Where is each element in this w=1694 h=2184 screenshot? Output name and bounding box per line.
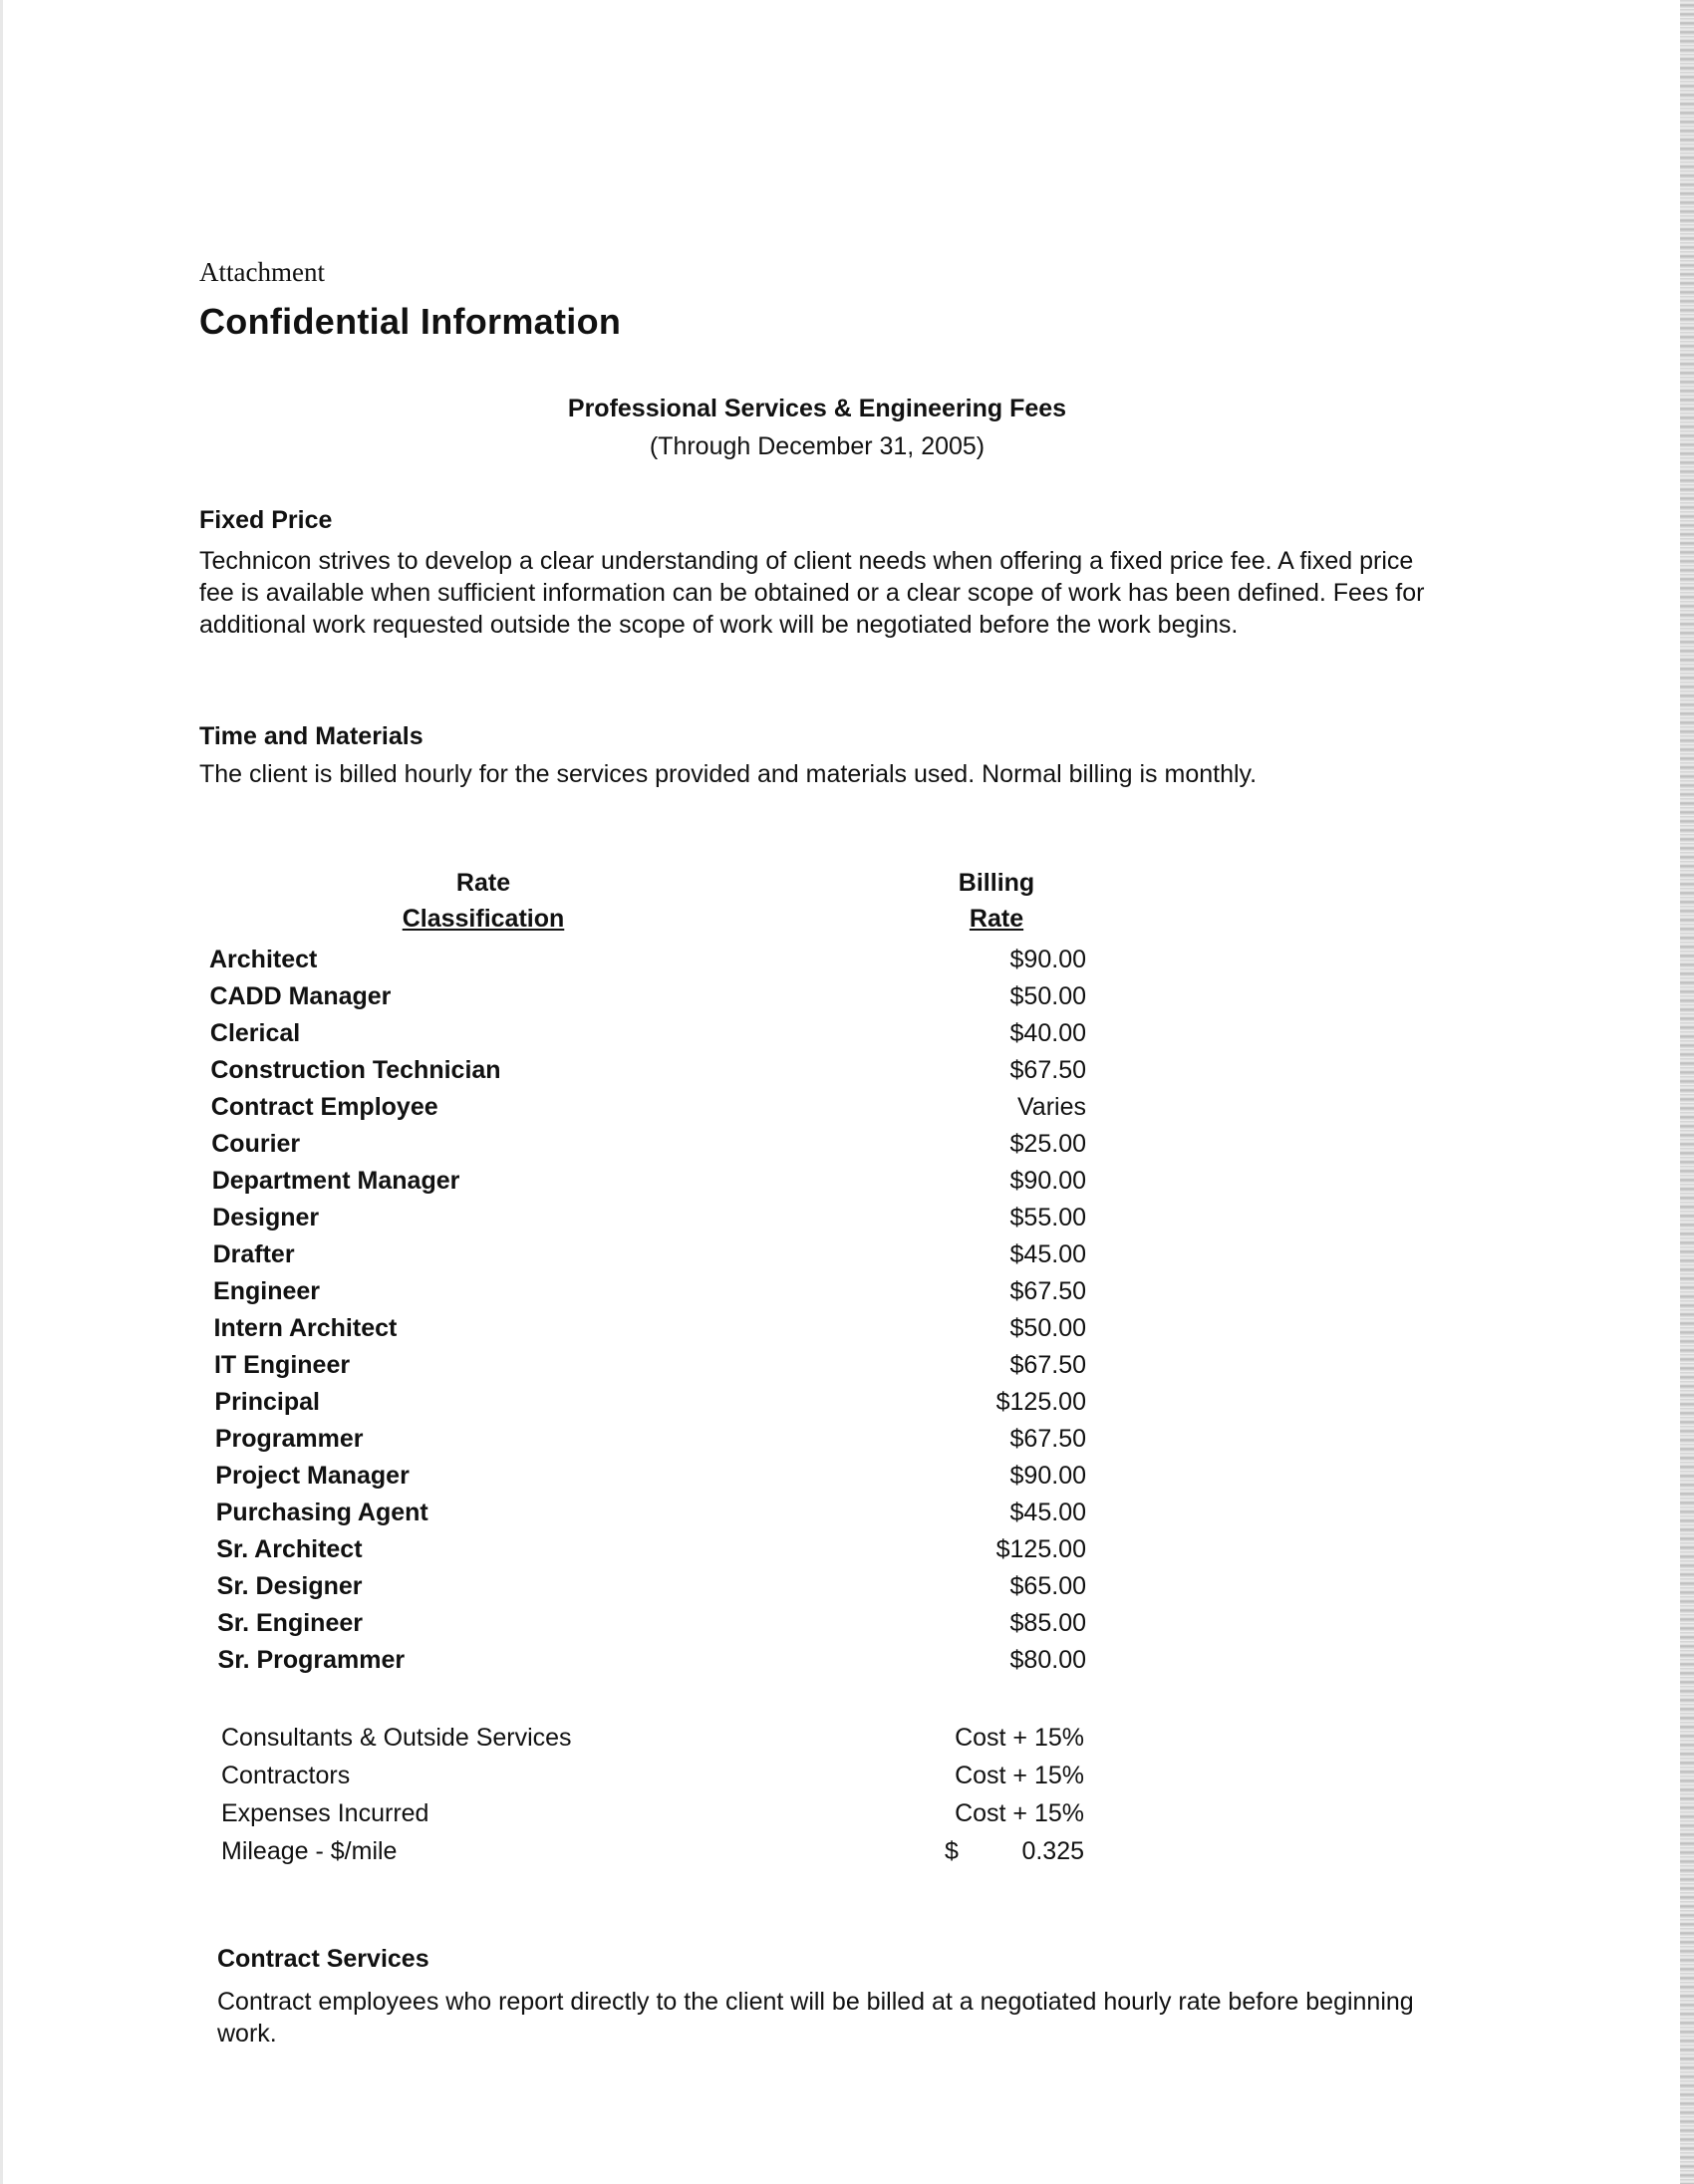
rate-classification-cell: Department Manager [211, 1167, 460, 1195]
table-row [209, 1089, 1086, 1126]
rate-classification-cell: Principal [214, 1388, 320, 1416]
table-row [209, 1495, 1086, 1531]
table-row [209, 978, 1086, 1015]
rate-classification-cell: Sr. Programmer [217, 1646, 406, 1674]
rate-classification-cell: Sr. Designer [216, 1572, 363, 1600]
table-row [209, 1568, 1086, 1605]
billing-rate-cell: $85.00 [1009, 1609, 1086, 1637]
billing-rate-cell: $67.50 [1009, 1425, 1086, 1453]
table-row [209, 1310, 1086, 1347]
table-row [209, 1015, 1086, 1052]
table-row [209, 1531, 1086, 1568]
time-materials-heading: Time and Materials [199, 722, 424, 750]
page-title: Confidential Information [199, 301, 622, 342]
billing-rate-cell: $67.50 [1009, 1277, 1086, 1305]
charge-value-cell: Cost + 15% [955, 1724, 1084, 1752]
table-row [209, 1126, 1086, 1163]
scan-edge-left [0, 0, 3, 2184]
billing-rate-cell: $125.00 [995, 1388, 1086, 1416]
billing-rate-header-line2: Rate [969, 905, 1024, 933]
billing-rate-cell: $65.00 [1009, 1572, 1086, 1600]
contract-services-paragraph: Contract employees who report directly to the client will be billed at a negotiated hourly rate before beginning work. [217, 1988, 1414, 2048]
table-row [209, 1163, 1086, 1200]
table-row [221, 1794, 1084, 1832]
table-row [221, 1719, 1084, 1757]
rate-classification-cell: Purchasing Agent [215, 1499, 428, 1526]
billing-rate-cell: $90.00 [1009, 1462, 1086, 1490]
table-row [209, 1384, 1086, 1421]
rate-classification-cell: Project Manager [215, 1462, 410, 1490]
table-row [221, 1757, 1084, 1794]
table-row [209, 942, 1086, 978]
billing-rate-header-line1: Billing [958, 869, 1035, 897]
billing-rate-cell: $90.00 [1009, 946, 1086, 973]
charge-value-cell: Cost + 15% [955, 1799, 1084, 1827]
billing-rate-cell: $50.00 [1009, 982, 1086, 1010]
charge-name-cell: Contractors [221, 1762, 351, 1789]
rate-classification-cell: Programmer [214, 1425, 364, 1453]
billing-rate-cell: Varies [1016, 1093, 1086, 1121]
billing-rate-cell: $40.00 [1009, 1019, 1086, 1047]
rate-classification-cell: Architect [209, 946, 318, 973]
billing-rate-cell: $90.00 [1009, 1167, 1086, 1195]
rate-classification-cell: Clerical [209, 1019, 301, 1047]
table-row [209, 1605, 1086, 1642]
rate-classification-cell: Engineer [213, 1277, 321, 1305]
scan-edge-right [1680, 0, 1694, 2184]
contract-services-heading: Contract Services [217, 1945, 429, 1973]
billing-rate-cell: $67.50 [1009, 1351, 1086, 1379]
rate-classification-cell: CADD Manager [209, 982, 392, 1010]
rate-classification-cell: Contract Employee [210, 1093, 438, 1121]
fixed-price-paragraph: Technicon strives to develop a clear understanding of client needs when offering a fixed price fee. A fixed price fee is available when sufficient information can be obtained or a clear scope of work has been defined. Fees for additional work requested outside the scope of work will be negotiated before the work begins. [199, 547, 1425, 639]
billing-rate-cell: $125.00 [995, 1535, 1086, 1563]
billing-rate-cell: $67.50 [1009, 1056, 1086, 1084]
rate-classification-header [329, 869, 638, 934]
billing-rate-cell: $25.00 [1009, 1130, 1086, 1158]
fixed-price-heading: Fixed Price [199, 506, 333, 534]
table-row [209, 1347, 1086, 1384]
charge-value-cell: Cost + 15% [955, 1762, 1084, 1789]
other-charges-table [221, 1719, 1084, 1870]
rate-classification-cell: Drafter [212, 1240, 295, 1268]
charge-name-cell: Consultants & Outside Services [221, 1724, 572, 1752]
rate-classification-header-line2: Classification [402, 905, 565, 933]
billing-rate-cell: $45.00 [1009, 1240, 1086, 1268]
rate-classification-cell: Courier [211, 1130, 301, 1158]
billing-rate-header [927, 869, 1066, 934]
rate-classification-cell: Construction Technician [210, 1056, 501, 1084]
fees-date: (Through December 31, 2005) [649, 432, 986, 460]
rate-classification-cell: Designer [212, 1204, 320, 1231]
rate-classification-cell: Sr. Architect [216, 1535, 363, 1563]
fees-subtitle: Professional Services & Engineering Fees [567, 395, 1067, 422]
attachment-label: Attachment [199, 257, 325, 287]
mileage-amount: 0.325 [1021, 1837, 1084, 1865]
billing-rate-cell: $45.00 [1009, 1499, 1086, 1526]
rate-classification-cell: Sr. Engineer [217, 1609, 363, 1637]
billing-rate-cell: $80.00 [1009, 1646, 1086, 1674]
table-row [209, 1642, 1086, 1679]
table-row [209, 1458, 1086, 1495]
mileage-name-cell: Mileage - $/mile [221, 1837, 398, 1865]
table-row [209, 1200, 1086, 1236]
time-materials-paragraph: The client is billed hourly for the services provided and materials used. Normal billing is monthly. [199, 760, 1258, 788]
rate-classification-cell: IT Engineer [213, 1351, 351, 1379]
mileage-currency: $ [945, 1837, 959, 1865]
table-row [209, 1052, 1086, 1089]
billing-rate-cell: $50.00 [1009, 1314, 1086, 1342]
billing-rate-cell: $55.00 [1009, 1204, 1086, 1231]
rate-table [209, 942, 1086, 1679]
rate-classification-header-line1: Rate [455, 869, 511, 897]
table-row [209, 1421, 1086, 1458]
table-row [209, 1236, 1086, 1273]
table-row [221, 1832, 1084, 1870]
rate-classification-cell: Intern Architect [213, 1314, 398, 1342]
table-row [209, 1273, 1086, 1310]
charge-name-cell: Expenses Incurred [221, 1799, 429, 1827]
